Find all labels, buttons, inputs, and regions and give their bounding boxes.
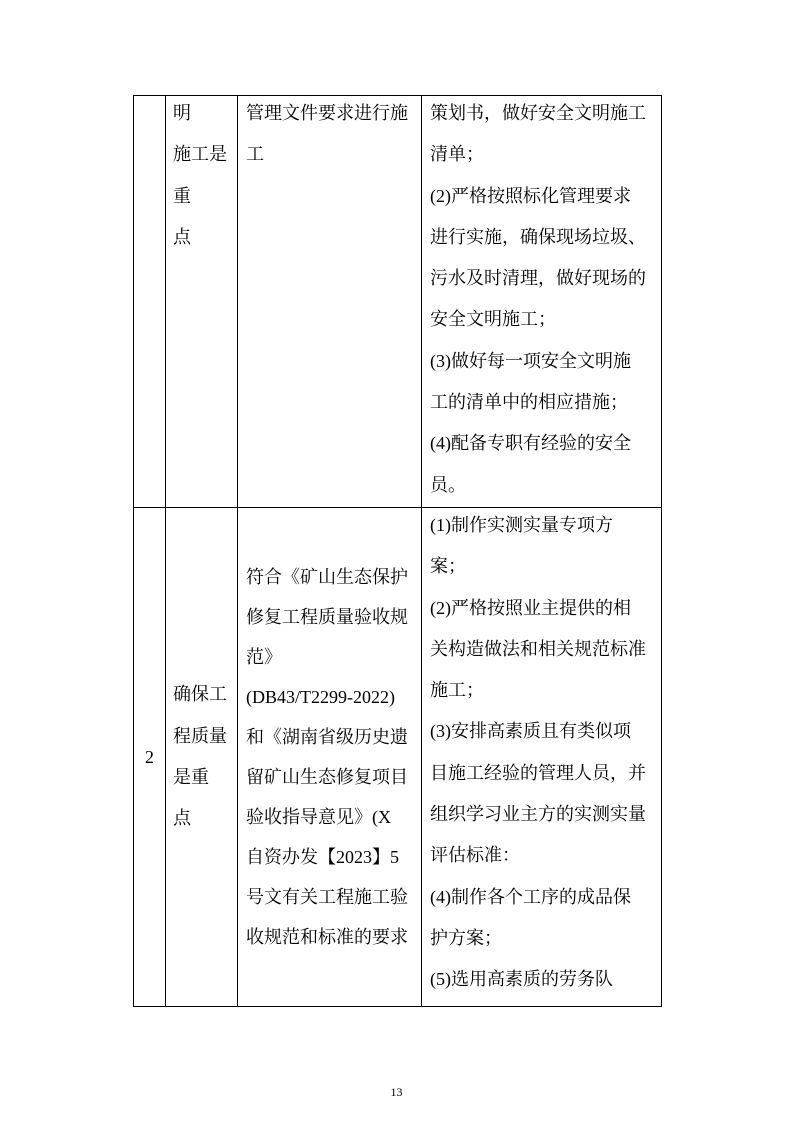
- row-2-measures-cell: [421, 507, 662, 1007]
- cell-line: 明: [173, 103, 191, 123]
- cell-line: (4)配备专职有经验的安全: [430, 433, 631, 454]
- cell-line: 进行实施，确保现场垃圾、: [430, 226, 646, 247]
- cell-line: 号文有关工程施工验: [246, 887, 408, 907]
- page-number: 13: [390, 1085, 403, 1099]
- cell-line: 策划书，做好安全文明施工: [430, 103, 646, 123]
- cell-line: 符合《矿山生态保护: [246, 567, 408, 587]
- cell-line: 确保工: [173, 684, 227, 705]
- cell-line: 工: [246, 144, 264, 165]
- row-2-requirement-cell: [237, 507, 421, 1007]
- cell-line: (2)严格按照业主提供的相: [430, 597, 631, 618]
- cell-line: 收规范和标准的要求: [246, 927, 408, 947]
- row-2-index-cell: [133, 507, 165, 1007]
- cell-line: 范》: [246, 647, 282, 667]
- cell-line: 目施工经验的管理人员，并: [430, 762, 646, 783]
- cell-line: 重: [173, 185, 191, 206]
- row-1-measures-cell: [421, 95, 662, 507]
- cell-line: 点: [173, 226, 191, 247]
- cell-line: (4)制作各个工序的成品保: [430, 886, 631, 907]
- cell-line: (DB43/T2299-2022): [246, 687, 395, 707]
- cell-line: (2)严格按照标化管理要求: [430, 185, 631, 206]
- cell-line: 和《湖南省级历史遗: [246, 727, 408, 747]
- cell-line: 修复工程质量验收规: [246, 607, 408, 627]
- cell-line: 组织学习业主方的实测实量: [430, 804, 646, 825]
- cell-line: 施工；: [430, 680, 484, 701]
- cell-line: 清单；: [430, 144, 484, 165]
- cell-line: 施工是: [173, 144, 227, 165]
- cell-line: 点: [173, 808, 191, 829]
- cell-line: 工的清单中的相应措施；: [430, 392, 628, 413]
- cell-line: 程质量: [173, 725, 227, 746]
- cell-line: 案；: [430, 556, 466, 577]
- cell-line: (3)安排高素质且有类似项: [430, 721, 631, 742]
- cell-line: 管理文件要求进行施: [246, 103, 408, 123]
- row-2-item-cell: [165, 507, 237, 1007]
- cell-line: 污水及时清理，做好现场的: [430, 268, 646, 289]
- cell-line: (1)制作实测实量专项方: [430, 515, 613, 535]
- cell-line: 留矿山生态修复项目: [246, 767, 408, 787]
- row-1-item-cell: [165, 95, 237, 507]
- cell-line: 是重: [173, 767, 209, 787]
- cell-line: 验收指导意见》(X: [246, 807, 391, 827]
- cell-line: 安全文明施工；: [430, 309, 556, 330]
- cell-line: 员。: [430, 474, 466, 495]
- cell-line: (3)做好每一项安全文明施: [430, 350, 631, 371]
- row-1-requirement-cell: [237, 95, 421, 507]
- cell-line: (5)选用高素质的劳务队: [430, 969, 613, 990]
- row-number: 2: [145, 746, 154, 767]
- cell-line: 评估标准：: [430, 845, 520, 866]
- row-1-index-cell: [133, 95, 165, 507]
- cell-line: 自资办发【2023】5: [246, 847, 399, 867]
- cell-line: 护方案；: [430, 927, 502, 948]
- cell-line: 关构造做法和相关规范标准: [430, 638, 646, 659]
